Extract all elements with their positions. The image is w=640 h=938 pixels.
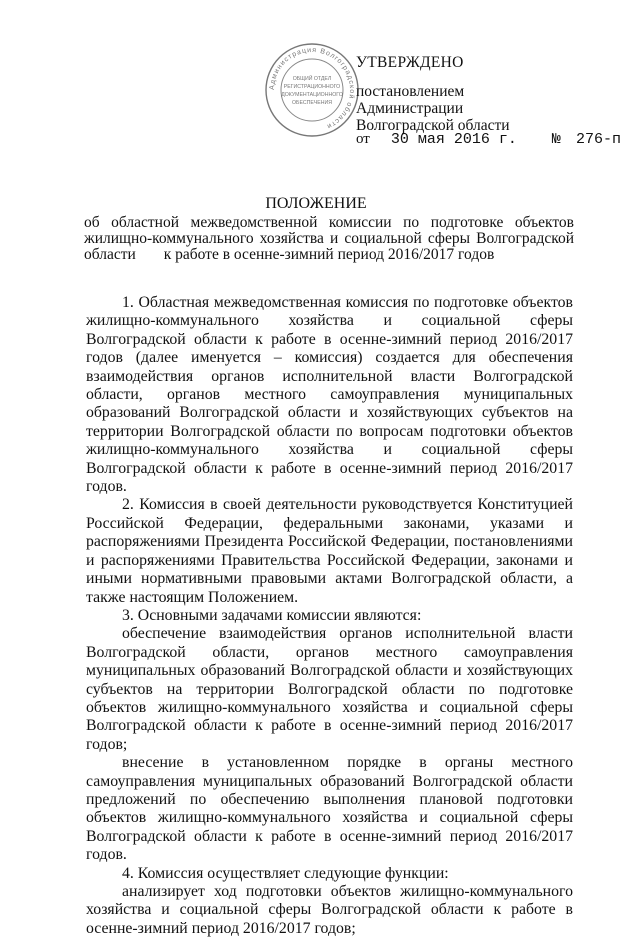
paragraph-4: 4. Комиссия осуществляет следующие функции:	[122, 864, 449, 882]
subtitle-line: к работе в осенне-зимний период 2016/2017 годов	[163, 246, 495, 263]
svg-text:ОБЕСПЕЧЕНИЯ: ОБЕСПЕЧЕНИЯ	[292, 100, 332, 106]
svg-text:РЕГИСТРАЦИОННОГО: РЕГИСТРАЦИОННОГО	[283, 84, 341, 90]
approved-label: УТВЕРЖДЕНО	[356, 54, 464, 71]
document-subtitle	[84, 215, 574, 263]
decree-number: 276-п	[575, 131, 621, 148]
task-item-1: обеспечение взаимодействия органов исполнительной власти Волгоградской области, органов местного самоуправления муниципальных образований Волгоградской области и хозяйствующих субъектов на территории Волгоградской области по подготовке объектов жилищно-коммунального хозяйства и социальной сферы Волгоградской области к работе в осенне-зимний период 2016/2017 годов;	[86, 625, 573, 753]
subtitle-line: жилищно-коммунального хозяйства и социальной сферы Волгоградской области	[84, 230, 574, 263]
approval-block	[356, 54, 510, 134]
decree-date: 30 мая 2016 г.	[390, 131, 517, 148]
function-item-1: анализирует ход подготовки объектов жилищно-коммунального хозяйства и социальной сферы Волгоградской области к работе в осенне-зимний период 2016/2017 годов;	[86, 883, 573, 937]
document-title: ПОЛОЖЕНИЕ	[265, 195, 367, 212]
date-prefix: от	[356, 131, 370, 147]
number-sign: №	[551, 131, 561, 148]
official-stamp	[264, 42, 360, 138]
decree-date-line	[356, 131, 621, 148]
svg-text:ДОКУМЕНТАЦИОННОГО: ДОКУМЕНТАЦИОННОГО	[281, 92, 343, 98]
paragraph-1: 1. Областная межведомственная комиссия по подготовке объектов жилищно-коммунального хозяйства и социальной сферы Волгоградской области к работе в осенне-зимний период 2016/2017 годов (далее именуется – комиссия) создается для обеспечения взаимодействия органов исполнительной власти Волгоградской области, органов местного самоуправления муниципальных образований Волгоградской области и хозяйствующих субъектов на территории Волгоградской области по вопросам подготовки объектов жилищно-коммунального хозяйства и социальной сферы Волгоградской области к работе в осенне-зимний период 2016/2017 годов.	[86, 294, 573, 496]
approval-line-2: Администрации	[356, 100, 464, 117]
approval-line-3: Волгоградской области	[356, 117, 510, 134]
document-body	[86, 294, 573, 938]
svg-text:Администрация Волгоградской об: Администрация Волгоградской области	[268, 46, 356, 130]
subtitle-line: об областной межведомственной комиссии по подготовке объектов	[84, 214, 574, 231]
task-item-2: внесение в установленном порядке в органы местного самоуправления муниципальных образований Волгоградской области предложений по обеспечению выполнения плановой подготовки объектов жилищно-коммунального хозяйства и социальной сферы Волгоградской области к работе в осенне-зимний период 2016/2017 годов.	[86, 754, 573, 864]
approval-line-1: постановлением	[356, 83, 465, 100]
svg-text:ОБЩИЙ ОТДЕЛ: ОБЩИЙ ОТДЕЛ	[292, 76, 332, 82]
paragraph-3: 3. Основными задачами комиссии являются:	[122, 606, 422, 624]
paragraph-2: 2. Комиссия в своей деятельности руководствуется Конституцией Российской Федерации, федеральными законами, указами и распоряжениями Президента Российской Федерации, постановлениями и распоряжениями Правительства Российской Федерации, законами и иными нормативными правовыми актами Волгоградской области, а также настоящим Положением.	[86, 496, 573, 606]
stamp-seal-icon	[264, 42, 360, 138]
